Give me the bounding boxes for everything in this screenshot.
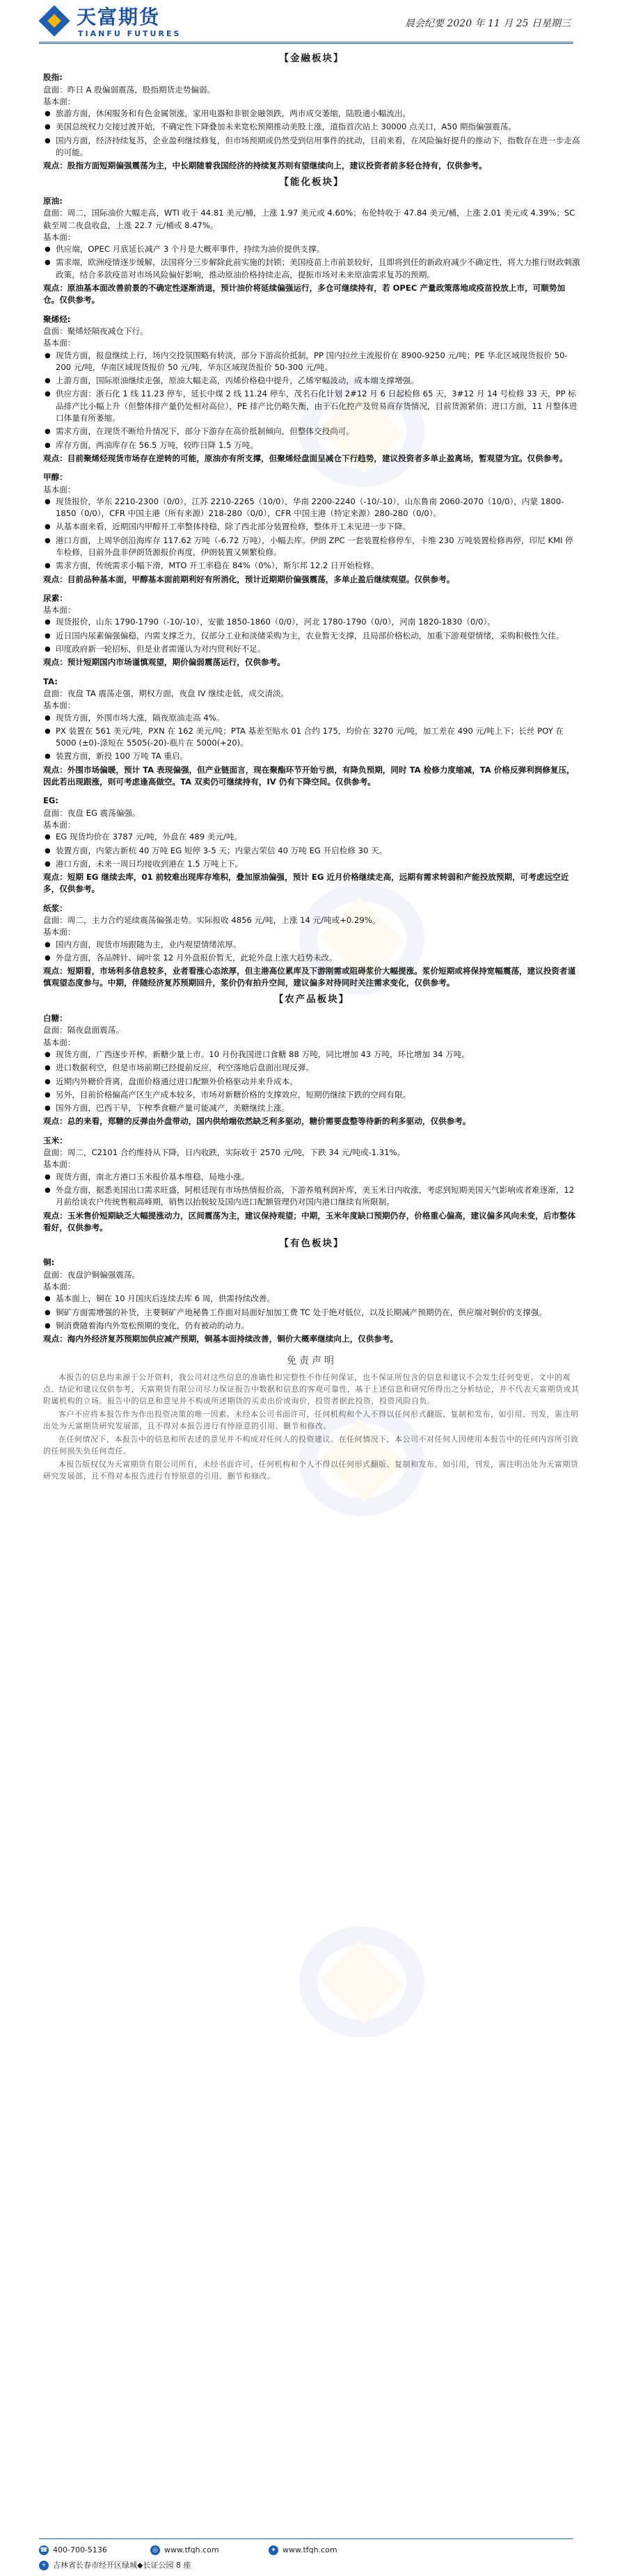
info-line: 基本面： (43, 819, 76, 830)
outlook-view: 观点：外围市场偏暖，预计 TA 表现偏强，但产业链面言，现在聚酯环节开始亏损，有降负预期，同时 TA 检修力度缩减，TA 价格反弹利润修复压，因此若出现跟涨，则可考虑逢高做空。TA 双卖仍可继续持有，IV 仍有下降空间。仅供参考。 (43, 764, 575, 787)
info-line: 盘面：聚烯烃隔夜减仓下行。 (43, 325, 148, 336)
commodity-name: 原油: (43, 195, 63, 206)
commodity-name: EG: (43, 796, 59, 806)
footer-phone: ☎ 400-700-5136 (40, 2545, 107, 2554)
bullet-item: ● 现货报价，华东 2210-2300（0/0），江苏 2210-2265（10/0），华南 2200-2240（-10/-10），山东鲁南 2060-2070（10/0），内蒙 1800-1850（0/0），CFR 中国主港（所有来源）218-280（0/0），CFR 中国主港（特定来源）280-280（0/0）。 (43, 496, 580, 520)
company-logo (39, 6, 185, 42)
watermark-logo (292, 1913, 431, 2052)
report-body (0, 46, 629, 1346)
commodity-name: 尿素： (43, 593, 67, 603)
page-footer (39, 2538, 573, 2573)
bullet-item: ● 外盘方面，各品牌针、阔叶浆 12 月外盘报价暂无，此轮外盘上涨大趋势未改。 (43, 952, 580, 964)
info-line: 基本面： (43, 232, 76, 242)
bullet-item: ● 国内方面，现货市场跟随为主，业内观望情绪浓厚。 (43, 939, 580, 951)
report-date: 晨会纪要 2020 年 11 月 25 日星期三 (405, 18, 571, 29)
info-line: 盘面：隔夜盘面震荡。 (43, 1025, 124, 1036)
section-title: 【有色板块】 (279, 1238, 344, 1250)
commodity-name: TA: (43, 676, 58, 686)
bullet-item: ● 铜消费随着海内外宽松预期的变化，仍有被动的动力。 (43, 1320, 580, 1332)
bullet-item: ● 港口方面，上周华创沿海库存 117.62 万吨（-6.72 万吨），小幅去库。伊朗 ZPC 一套装置检修停车，卡维 230 万吨装置检修再停，印尼 KMI 停车检修，目前外盘非伊朗货源报价再度，伊朗装置又频繁检修。 (43, 535, 580, 559)
info-line: 基本面： (43, 96, 76, 106)
bullet-item: ● 上游方面，国际原油继续走强，原油大幅走高，丙烯价格稳中提升，乙烯窄幅波动，成本端支撑增强。 (43, 375, 580, 387)
bullet-item: ● 现货方面，南北方港口玉米报价基本维稳，局地小涨。 (43, 1171, 580, 1183)
bullet-item: ● 印度政府新一轮招标，但是业者需谨认为对内贸利好不足。 (43, 643, 580, 655)
bullet-item: ● 旅游方面，休闲服务和有色金属领涨，家用电器和非银金融领跌，两市成交萎缩，陆股通小幅流出。 (43, 108, 580, 120)
phone-icon: ☎ (40, 2547, 48, 2554)
outlook-view: 观点：股指方面短期偏强震荡为主，中长期随着我国经济的持续复苏则有望继续向上，建议投资者前多轻仓持有，仅供参考。 (43, 161, 487, 171)
bullet-item: ● 另外，目前价格偏高产区生产成本较多，市场对新糖价格的支撑效应，短期仍继续下跌的空间有限。 (43, 1089, 580, 1101)
section-title: 【能化板块】 (279, 176, 344, 188)
info-line: 基本面： (43, 338, 76, 348)
bullet-item: ● 装置方面，新投 100 万吨 TA 重启。 (43, 750, 580, 762)
bullet-item: ● 基本面上，铜在 10 月国庆后连续去库 6 周，供需持续改善。 (43, 1293, 580, 1305)
info-line: 盘面：夜盘 EG 震荡偏强。 (43, 807, 141, 818)
bullet-item: ● 现货方面，报盘继续上行，场内交投氛围略有转淡，部分下游高价抵制，PP 国内拉丝主流报价在 8900-9250 元/吨；PE 华北区域现货报价 50-200 元/吨，华南区域现货报价 50 元/吨，华东区域现货报价 50-300 元/吨。 (43, 350, 580, 374)
bullet-item: ● 现货方面，外围市场大涨，隔夜原油走高 4%。 (43, 712, 580, 724)
footer-website[interactable]: ◎ www.tfqh.com (150, 2543, 219, 2557)
outlook-view: 观点：短期 EG 继续去库，01 前较难出现库存堆积，叠加原油偏强，预计 EG 近月价格继续走高，远期有需求转弱和产能投放预期，可考虑远空近多，仅供参考。 (43, 872, 569, 894)
outlook-view: 观点：原油基本面改善前景的不确定性逐渐消退，预计油价将延续偏强运行，多仓可继续持有，若 OPEC 产量政策落地或疫苗投放上市，可顺势加仓。仅供参考。 (43, 283, 566, 305)
outlook-view: 观点：目前聚烯烃现货市场存在逆转的可能，原油亦有所支撑，但聚烯烃盘面呈减仓下行趋势，建议投资者多单止盈离场，暂观望为宜。仅供参考。 (43, 453, 568, 463)
outlook-view: 观点：总的来看，郑糖的反弹由外盘带动，国内供给端依然缺乏利多驱动，糖价需要盘整等待新的利多驱动，仅供参考。 (43, 1116, 471, 1127)
commodity-name: 纸浆： (43, 903, 67, 913)
info-line: 基本面： (43, 700, 76, 711)
footer-website-2[interactable]: ✦ www.tfqh.com (269, 2543, 337, 2557)
disclaimer-paragraph: 本报告版权仅为天富期货有限公司所有，未经书面许可，任何机构和个人不得以任何形式翻版、复制和发布。如引用，刊发，需注明出处为天富期货研究发展部，且不得对本报告进行有悖原意的引用、删节和修改。 (43, 1459, 579, 1481)
bullet-item: ● 进口数据利空，但是市场前期已经提前反应，利空落地后盘面出现反弹。 (43, 1062, 580, 1074)
info-line: 盘面：周二，主力合约延续震荡偏强走势。实际报收 4856 元/吨，上涨 14 元/吨或+0.29%。 (43, 915, 381, 925)
bullet-item: ● 装置方面，内蒙古新杭 40 万吨 EG 短停 3-5 天；内蒙古荣信 40 万吨 EG 开启检修 30 天。 (43, 845, 580, 857)
bullet-item: ● 需求端，欧洲疫情逐步缓解，法国将分三步解除此前实施的封锁；美国疫苗上市前景较好，且即将到任的新政府减少不确定性，将大力推行财政刺激政策，结合多款疫苗对市场风险偏好影响，推动原油价格持续走高，提振市场对未来原油需求复苏的预期。 (43, 257, 580, 281)
section-title: 【金融板块】 (279, 53, 344, 64)
outlook-view: 观点：目前品种基本面，甲醇基本面前期利好有所消化，预计近期期价偏强震荡，多单止盈后继续观望。仅供参考。 (43, 574, 455, 584)
bullet-item: ● EG 现货均价在 3787 元/吨，外盘在 489 美元/吨。 (43, 831, 580, 843)
info-line: 盘面：周二，C2101 合约维持从下降，日内收跌，实际收于 2570 元/吨，下跌 34 元/吨或-1.31%。 (43, 1148, 406, 1158)
bullet-item: ● 近期内外糖价背离，盘面价格通过进口配额外价格驱动并来升成本。 (43, 1076, 580, 1088)
footer-address: ⌖ 吉林省长春市经开区绿城◆长证公园 8 座 (39, 2559, 191, 2573)
bullet-item: ● 从基本面来看，近期国内甲醇开工率整体持稳，除了西北部分装置检修，整体开工未见进一步下降。 (43, 521, 580, 533)
info-line: 基本面： (43, 1282, 76, 1292)
location-icon: ⌖ (39, 2561, 49, 2570)
bullet-item: ● 库存方面，两油库存在 56.5 万吨，较昨日降 1.5 万吨。 (43, 440, 580, 451)
bullet-item: ● 需求方面，传统需求小幅下滑，MTO 开工率稳在 84%（0%），斯尔邦 12.2 日开始检修。 (43, 560, 580, 572)
outlook-view: 观点：预计短期国内市场谨慎观望，期价偏弱震荡运行，仅供参考。 (43, 657, 285, 668)
bullet-item: ● 国外方面，巴西干早，下榨季食糖产量可能减产，美糖继续上涨。 (43, 1102, 580, 1114)
logo-cn: 天富期货 (77, 6, 161, 29)
info-line: 基本面： (43, 1037, 76, 1047)
info-line: 基本面： (43, 484, 76, 494)
commodity-name: 聚烯烃: (43, 314, 71, 324)
bullet-item: ● 现货报价，山东 1790-1790（-10/-10），安徽 1850-1860（0/0），河北 1780-1790（0/0），河南 1820-1830（0/0）。 (43, 616, 580, 628)
outlook-view: 观点：玉米售价短期缺乏大幅提涨动力，区间震荡为主，建议保持观望；中期，玉米年度缺口预期仍存，价格重心偏高，建议偏多风向未变，后市整体看好，仅供参考。 (43, 1210, 576, 1232)
section-title: 【农产品板块】 (273, 993, 350, 1005)
bullet-item: ● 外盘方面，据悉美国出口需求旺盛，阿根廷现有市场热情报价高，下游养殖利润补库，美玉米日内收涨，考虑到短期美国天气影响或者难逐渐，12 月前给谈农户传统售粮高峰期，销售以抬脱较及国内进口配额管理仍对国内港口继续有所限制。 (43, 1184, 580, 1209)
commodity-name: 玉米： (43, 1135, 67, 1145)
disclaimer-paragraph: 本报告的信息均来源于公开资料，我公司对这些信息的准确性和完整性不作任何保证，也不保证所包含的信息和建议不会发生任何变更。文中的观点、结论和建议仅供参考，天富期货有限公司尽力保证报告中数据和信息的客观可靠性，基于上述信息和研究所得出之分析结论，并不代表天富期货或其附属机构的立场。报告中的信息和意见并不构成所述期货的买卖出价或询价，投资者据此投资，投资风险自负。 (43, 1372, 580, 1406)
outlook-view: 观点：短期看，市场利多信息较多，业者看涨心态浓厚，但主港高位累库及下游刚需或阻碍浆价大幅提涨。浆价短期或将保持宽幅震荡，建议投资者谨慎观望态度参与。中期，伴随经济复苏预期回升，浆价仍有拍升空间，建议偏多对待同时关注需求变化，仅供参考。 (43, 966, 576, 988)
page-header (0, 0, 629, 46)
logo-diamond-icon (39, 6, 70, 36)
commodity-name: 股指: (43, 72, 63, 83)
bullet-item: ● 国内方面，经济持续复苏，企业盈利继续修复，但市场预期或仍然受到信用事件的扰动，目前来看，在风险偏好提升的推动下，指数存在进一步走高的可能。 (43, 135, 580, 159)
commodity-name: 甲醇： (43, 472, 67, 483)
disclaimer-title: 免责声明 (287, 1355, 337, 1367)
info-line: 基本面： (43, 1159, 76, 1170)
bullet-item: ● 供应方面：浙石化 1 线 11.23 停车，延长中煤 2 线 11.24 停车，茂名石化计划 2#12 月 6 日起检修 65 天，3#12 月 14 号检修 33 天，PP 标品排产比小幅上升（但整体排产量仍处相对高位），PE 排产比仍略失衡，由于石化控产及贸易商存货情况，目前货源紧俏；进口方面，11 月整体进口体量有所萎缩。 (43, 388, 580, 424)
info-line: 基本面： (43, 605, 76, 615)
disclaimer (43, 1355, 580, 1482)
commodity-name: 铜: (43, 1257, 55, 1268)
globe-icon: ◎ (150, 2545, 160, 2555)
disclaimer-paragraph: 在任何情况下，本报告中的信息和所表述的意见并不构成对任何人的投资建议。在任何情况下，本公司不对任何人因使用本报告中的任何内容所引致的任何损失负任何责任。 (43, 1434, 579, 1456)
logo-en: TIANFU FUTURES (78, 29, 182, 38)
bullet-item: ● 供应端，OPEC 月底延长减产 3 个月是大概率事件，持续为油价提供支撑。 (43, 243, 580, 255)
link-icon: ✦ (269, 2545, 278, 2555)
bullet-item: ● 美国总统权力交接过渡开始，不确定性下降叠加未来宽松预期推动美股上涨，道指首次站上 30000 点关口，A50 期指偏强震荡。 (43, 121, 580, 133)
bullet-item: ● 需求方面，在现货不断给升情况下，部分下游存在高价抵制倾向，但整体交投尚可。 (43, 426, 580, 437)
bullet-item: ● 港口方面，未来一周日均接收到港在 1.5 万吨上下。 (43, 858, 580, 870)
disclaimer-paragraph: 客户不应将本报告作为作出投资决策的唯一因素。未经本公司书面许可，任何机构和个人不得以任何形式翻版、复制和发布，如引用、刊发，需注明出处为天富期货研究发展部，且不得对本报告进行有悖原意的引用、删节和修改。 (43, 1409, 579, 1431)
info-line: 盘面：昨日 A 股偏弱震荡，股指期货走势偏弱。 (43, 84, 216, 95)
info-line: 盘面：夜盘 TA 震荡走强，期权方面，夜盘 IV 继续走低，成交清淡。 (43, 688, 289, 698)
info-line: 基本面： (43, 927, 76, 937)
bullet-item: ● 现货方面，广西逐步开榨。新糖少量上市。10 月份我国进口食糖 88 万吨，同比增加 43 万吨，环比增加 34 万吨。 (43, 1049, 580, 1061)
commodity-name: 白糖： (43, 1013, 67, 1024)
bullet-item: ● 近日国内尿素偏强偏稳，内需支撑乏力，仅部分工业和淡储采购为主，农业暂无支撑，且局部价格松动，加重下游观望情绪，采购积极性欠佳。 (43, 630, 580, 642)
bullet-item: ● 铜矿方面需增强的补货，主要铜矿产地秘鲁工作面对局面好加加工费 TC 处于绝对低位，以及长期减产预期仍在，供应端对铜价的支撑强。 (43, 1307, 580, 1319)
bullet-item: ● PX 装置在 561 美元/吨，PXN 在 162 美元/吨；PTA 基差至贴水 01 合约 175，均价在 3270 元/吨，加工差在 490 元/吨上下；长丝 POY 在 5000 (±0)-涤短在 5505(-20)-瓶片在 5000(+20)。 (43, 725, 580, 750)
outlook-view: 观点：海内外经济复苏预期加供应减产预期，铜基本面持续改善，铜价大概率继续向上，仅供参考。 (43, 1334, 399, 1344)
header-rule (39, 42, 573, 45)
info-line: 盘面：周二，国际油价大幅走高，WTI 收于 44.81 美元/桶，上涨 1.97 美元或 4.60%；布伦特收于 47.84 美元/桶，上涨 2.01 美元或 4.39%；SC 截至周二夜盘收盘，上涨 22.7 元/桶或 8.47%。 (43, 208, 575, 230)
info-line: 盘面：夜盘沪铜偏强震荡。 (43, 1269, 141, 1280)
